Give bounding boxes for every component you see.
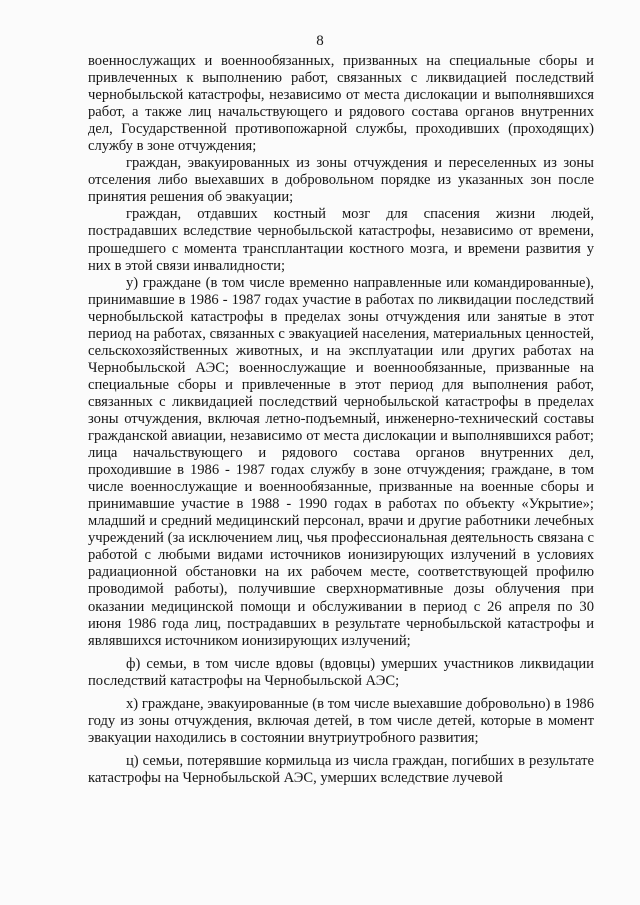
page-number: 8 [316, 33, 324, 49]
paragraph-item-f: ф) семьи, в том числе вдовы (вдовцы) умерших участников ликвидации последствий катастрофы на Чернобыльской АЭС; [88, 655, 594, 689]
paragraph-bone-marrow-donors: граждан, отдавших костный мозг для спасения жизни людей, пострадавших вследствие чернобыльской катастрофы, независимо от времени, прошедшего с момента трансплантации костного мозга, и времени развития у них в этой связи инвалидности; [88, 206, 594, 274]
paragraph-item-kh: х) граждане, эвакуированные (в том числе выехавшие добровольно) в 1986 году из зоны отчуждения, включая детей, в том числе детей, которые в момент эвакуации находились в состоянии внутриутробного развития; [88, 695, 594, 746]
paragraph-item-u: у) граждане (в том числе временно направленные или командированные), принимавшие в 1986 - 1987 годах участие в работах по ликвидации последствий чернобыльской катастрофы в пределах зоны отчуждения или занятые в этот период на работах, связанных с эвакуацией населения, материальных ценностей, сельскохозяйственных животных, и на эксплуатации или других работах на Чернобыльской АЭС; военнослужащие и военнообязанные, призванные на специальные сборы и привлеченные в этот период для выполнения работ, связанных с ликвидацией последствий чернобыльской катастрофы в пределах зоны отчуждения, включая летно-подъемный, инженерно-технический составы гражданской авиации, независимо от места дислокации и выполнявшихся работ; лица начальствующего и рядового состава органов внутренних дел, проходившие в 1986 - 1987 годах службу в зоне отчуждения; граждане, в том числе военнослужащие и военнообязанные, призванные на военные сборы и принимавшие участие в 1988 - 1990 годах в работах по объекту «Укрытие»; младший и средний медицинский персонал, врачи и другие работники лечебных учреждений (за исключением лиц, чья профессиональная деятельность связана с работой с любыми видами источников ионизирующих излучений в условиях радиационной обстановки на их рабочем месте, соответствующей профилю проводимой работы), получившие сверхнормативные дозы облучения при оказании медицинской помощи и обслуживании в период с 26 апреля по 30 июня 1986 года лиц, пострадавших в результате чернобыльской катастрофы и являвшихся источником ионизирующих излучений; [88, 274, 594, 649]
paragraph-continuation: военнослужащих и военнообязанных, призванных на специальные сборы и привлеченных к выполнению работ, связанных с ликвидацией последствий чернобыльской катастрофы, независимо от места дислокации и выполнявшихся работ, а также лиц начальствующего и рядового состава органов внутренних дел, Государственной противопожарной службы, проходивших (проходящих) службу в зоне отчуждения; [88, 53, 594, 155]
document-body [88, 53, 594, 787]
paragraph-evacuated-citizens: граждан, эвакуированных из зоны отчуждения и переселенных из зоны отселения либо выехавших в добровольном порядке из указанных зон после принятия решения об эвакуации; [88, 155, 594, 206]
paragraph-item-ts: ц) семьи, потерявшие кормильца из числа граждан, погибших в результате катастрофы на Чернобыльской АЭС, умерших вследствие лучевой [88, 752, 594, 786]
